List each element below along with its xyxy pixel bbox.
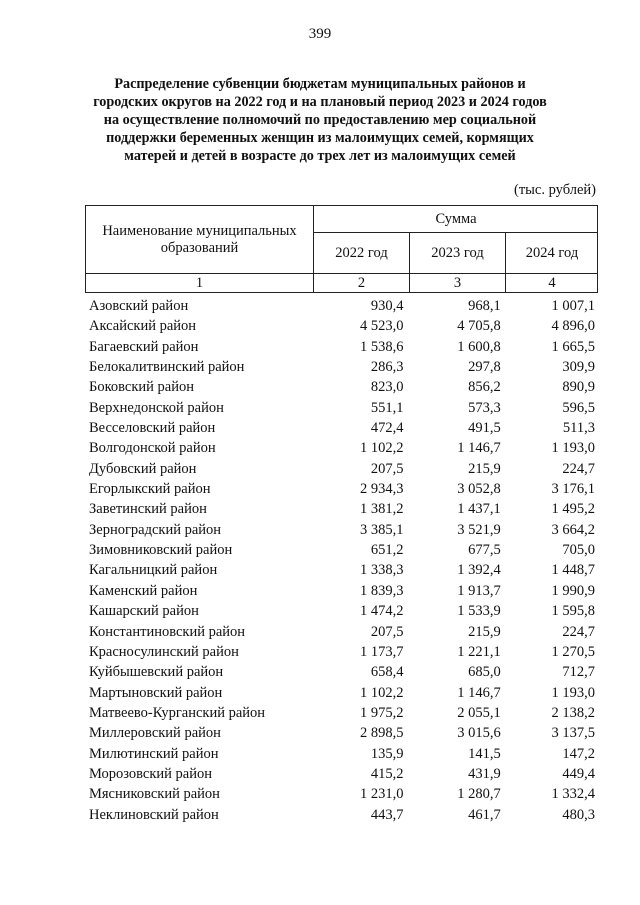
value-2023: 1 146,7 xyxy=(457,684,501,701)
value-2023: 685,0 xyxy=(468,664,501,681)
value-2023: 1 146,7 xyxy=(457,440,501,457)
value-2023: 1 392,4 xyxy=(457,562,501,579)
value-2024: 4 896,0 xyxy=(551,318,595,335)
municipality-name: Неклиновский район xyxy=(89,806,219,823)
municipality-name: Зимовниковский район xyxy=(89,542,233,559)
value-2022: 443,7 xyxy=(370,806,404,823)
value-2022: 1 338,3 xyxy=(360,562,404,579)
value-2024: 1 495,2 xyxy=(551,501,595,518)
value-2022: 1 839,3 xyxy=(360,582,404,599)
value-2022: 1 381,2 xyxy=(360,501,404,518)
value-2024: 3 137,5 xyxy=(551,725,595,742)
title-line: матерей и детей в возрасте до трех лет из малоимущих семей xyxy=(124,148,516,164)
municipality-name: Егорлыкский район xyxy=(89,481,211,498)
value-2024: 3 664,2 xyxy=(551,521,595,538)
header-col-number-2: 2 xyxy=(313,273,409,293)
value-2024: 224,7 xyxy=(562,460,595,477)
table-row xyxy=(85,479,598,499)
municipality-name: Боковский район xyxy=(89,379,194,396)
value-2023: 856,2 xyxy=(468,379,501,396)
value-2023: 3 521,9 xyxy=(457,521,501,538)
value-2022: 1 474,2 xyxy=(360,603,404,620)
value-2024: 1 193,0 xyxy=(551,684,595,701)
value-2023: 491,5 xyxy=(468,420,501,437)
value-2023: 297,8 xyxy=(468,359,501,376)
value-2024: 1 193,0 xyxy=(551,440,595,457)
value-2024: 2 138,2 xyxy=(551,704,595,721)
municipality-name: Каменский район xyxy=(89,582,198,599)
municipality-name: Кашарский район xyxy=(89,603,199,620)
value-2023: 215,9 xyxy=(468,623,501,640)
value-2023: 1 280,7 xyxy=(457,786,501,803)
value-2022: 551,1 xyxy=(370,399,404,416)
value-2024: 511,3 xyxy=(562,420,595,437)
value-2024: 1 448,7 xyxy=(551,562,595,579)
value-2024: 449,4 xyxy=(562,765,595,782)
value-2024: 712,7 xyxy=(562,664,595,681)
value-2022: 1 975,2 xyxy=(360,704,404,721)
value-2024: 1 332,4 xyxy=(551,786,595,803)
value-2023: 1 913,7 xyxy=(457,582,501,599)
municipality-name: Багаевский район xyxy=(89,338,199,355)
municipality-name: Верхнедонской район xyxy=(89,399,224,416)
table-row xyxy=(85,296,598,316)
municipality-name: Белокалитвинский район xyxy=(89,359,245,376)
table-row xyxy=(85,560,598,580)
value-2024: 480,3 xyxy=(562,806,595,823)
value-2022: 1 102,2 xyxy=(360,440,404,457)
value-2024: 309,9 xyxy=(562,359,595,376)
municipality-name: Морозовский район xyxy=(89,765,213,782)
title-line: городских округов на 2022 год и на плановый период 2023 и 2024 годов xyxy=(93,94,547,110)
municipality-name: Дубовский район xyxy=(89,460,197,477)
value-2022: 651,2 xyxy=(370,542,404,559)
table-row xyxy=(85,499,598,519)
header-col-number-1: 1 xyxy=(85,273,313,293)
value-2022: 1 102,2 xyxy=(360,684,404,701)
value-2024: 1 007,1 xyxy=(551,298,595,314)
table-row xyxy=(85,398,598,418)
value-2022: 415,2 xyxy=(370,765,404,782)
municipality-name: Аксайский район xyxy=(89,318,197,335)
value-2023: 1 600,8 xyxy=(457,338,501,355)
table-row xyxy=(85,703,598,723)
header-year-2024: 2024 год xyxy=(505,232,598,273)
table-row xyxy=(85,316,598,336)
value-2024: 1 990,9 xyxy=(551,582,595,599)
table-row xyxy=(85,683,598,703)
header-year-2022: 2022 год xyxy=(313,232,409,273)
header-name-column: Наименование муниципальных образований xyxy=(85,205,313,273)
municipality-name: Милютинский район xyxy=(89,745,219,762)
value-2024: 1 595,8 xyxy=(551,603,595,620)
value-2024: 890,9 xyxy=(562,379,595,396)
value-2023: 1 533,9 xyxy=(457,603,501,620)
header-col-number-4: 4 xyxy=(505,273,598,293)
table-row xyxy=(85,784,598,804)
document-title xyxy=(60,75,580,165)
value-2022: 930,4 xyxy=(370,298,404,314)
value-2022: 2 934,3 xyxy=(360,481,404,498)
municipality-name: Красносулинский район xyxy=(89,643,239,660)
value-2022: 135,9 xyxy=(370,745,404,762)
table-row xyxy=(85,459,598,479)
table-row xyxy=(85,723,598,743)
value-2023: 215,9 xyxy=(468,460,501,477)
value-2024: 224,7 xyxy=(562,623,595,640)
table-row xyxy=(85,764,598,784)
title-line: на осуществление полномочий по предоставлению мер социальной xyxy=(103,112,537,128)
value-2023: 1 221,1 xyxy=(457,643,501,660)
value-2024: 3 176,1 xyxy=(551,481,595,498)
value-2022: 2 898,5 xyxy=(360,725,404,742)
value-2023: 968,1 xyxy=(468,298,501,314)
municipality-name: Матвеево-Курганский район xyxy=(89,704,266,721)
value-2023: 2 055,1 xyxy=(457,704,501,721)
value-2022: 4 523,0 xyxy=(360,318,404,335)
title-line: поддержки беременных женщин из малоимущих семей, кормящих xyxy=(106,130,534,146)
value-2023: 3 052,8 xyxy=(457,481,501,498)
units-label: (тыс. рублей) xyxy=(514,182,596,198)
value-2024: 147,2 xyxy=(562,745,595,762)
table-row xyxy=(85,357,598,377)
value-2023: 3 015,6 xyxy=(457,725,501,742)
table-row xyxy=(85,520,598,540)
value-2023: 141,5 xyxy=(468,745,501,762)
header-col-number-3: 3 xyxy=(409,273,505,293)
table-row xyxy=(85,540,598,560)
municipality-name: Мартыновский район xyxy=(89,684,223,701)
municipality-name: Куйбышевский район xyxy=(89,664,224,681)
municipality-name: Мясниковский район xyxy=(89,786,220,803)
municipality-name: Зерноградский район xyxy=(89,521,222,538)
table-header xyxy=(85,205,598,293)
value-2023: 431,9 xyxy=(468,765,501,782)
value-2024: 596,5 xyxy=(562,399,595,416)
value-2022: 658,4 xyxy=(370,664,404,681)
municipality-name: Весселовский район xyxy=(89,420,216,437)
value-2023: 573,3 xyxy=(468,399,501,416)
value-2022: 823,0 xyxy=(370,379,404,396)
table-row xyxy=(85,418,598,438)
table-row xyxy=(85,581,598,601)
municipality-name: Заветинский район xyxy=(89,501,207,518)
value-2022: 207,5 xyxy=(370,623,404,640)
value-2022: 1 538,6 xyxy=(360,338,404,355)
value-2024: 1 270,5 xyxy=(551,643,595,660)
data-table xyxy=(85,296,598,825)
municipality-name: Азовский район xyxy=(89,298,189,314)
municipality-name: Волгодонской район xyxy=(89,440,216,457)
table-row xyxy=(85,601,598,621)
page-number: 399 xyxy=(308,26,332,42)
value-2022: 1 173,7 xyxy=(360,643,404,660)
table-row xyxy=(85,662,598,682)
value-2022: 207,5 xyxy=(370,460,404,477)
header-year-2023: 2023 год xyxy=(409,232,505,273)
table-row xyxy=(85,438,598,458)
value-2023: 461,7 xyxy=(468,806,501,823)
table-row xyxy=(85,805,598,825)
table-row xyxy=(85,642,598,662)
value-2023: 1 437,1 xyxy=(457,501,501,518)
value-2024: 705,0 xyxy=(562,542,595,559)
municipality-name: Константиновский район xyxy=(89,623,246,640)
value-2022: 1 231,0 xyxy=(360,786,404,803)
value-2022: 3 385,1 xyxy=(360,521,404,538)
value-2022: 472,4 xyxy=(370,420,404,437)
value-2023: 677,5 xyxy=(468,542,501,559)
value-2022: 286,3 xyxy=(370,359,404,376)
table-row xyxy=(85,744,598,764)
value-2023: 4 705,8 xyxy=(457,318,501,335)
municipality-name: Миллеровский район xyxy=(89,725,221,742)
table-row xyxy=(85,337,598,357)
header-sum: Сумма xyxy=(313,205,598,232)
municipality-name: Кагальницкий район xyxy=(89,562,218,579)
table-row xyxy=(85,377,598,397)
table-row xyxy=(85,622,598,642)
title-line: Распределение субвенции бюджетам муниципальных районов и xyxy=(114,76,526,92)
value-2024: 1 665,5 xyxy=(551,338,595,355)
